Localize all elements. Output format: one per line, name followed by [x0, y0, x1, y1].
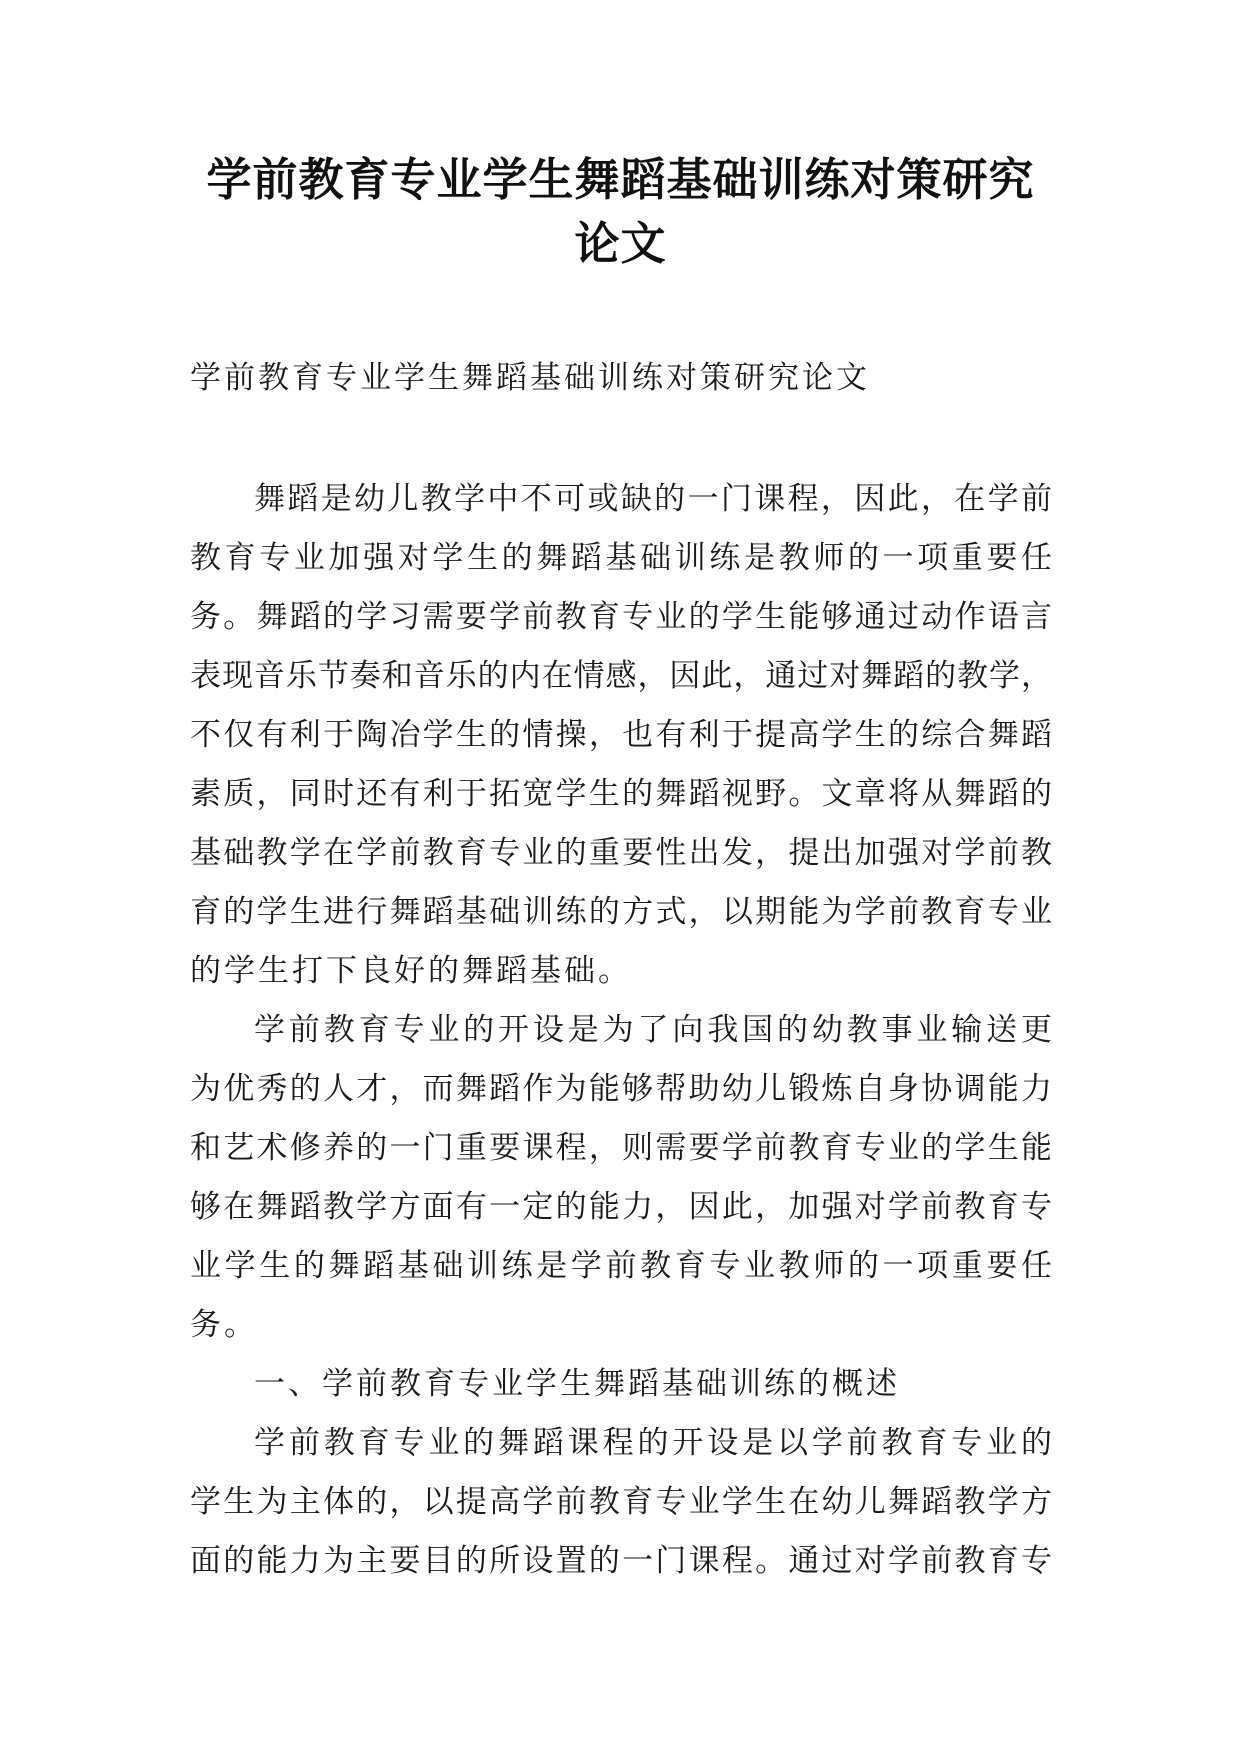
paragraph-line: 基础教学在学前教育专业的重要性出发，提出加强对学前教: [190, 835, 1052, 871]
paragraph-line: 表现音乐节奏和音乐的内在情感，因此，通过对舞蹈的教学，: [190, 658, 1052, 694]
paragraph-line: 和艺术修养的一门重要课程，则需要学前教育专业的学生能: [190, 1130, 1052, 1166]
title-line: 论文: [574, 217, 667, 270]
paragraph-line: 不仅有利于陶冶学生的情操，也有利于提高学生的综合舞蹈: [190, 717, 1052, 753]
paragraph-line: 学生为主体的，以提高学前教育专业学生在幼儿舞蹈教学方: [190, 1484, 1052, 1520]
title-line: 学前教育专业学生舞蹈基础训练对策研究: [206, 153, 1035, 206]
paragraph-line: 学前教育专业的舞蹈课程的开设是以学前教育专业的: [254, 1425, 1052, 1461]
document-title: [190, 148, 1051, 276]
paragraph: [190, 470, 1052, 1001]
paragraph-line: 素质，同时还有利于拓宽学生的舞蹈视野。文章将从舞蹈的: [190, 776, 1052, 812]
paragraph-line: 业学生的舞蹈基础训练是学前教育专业教师的一项重要任: [190, 1248, 1052, 1284]
paragraph-line: 务。舞蹈的学习需要学前教育专业的学生能够通过动作语言: [190, 599, 1052, 635]
section-heading: [190, 1355, 1052, 1414]
paragraph-line: 学前教育专业的开设是为了向我国的幼教事业输送更: [254, 1012, 1052, 1048]
paragraph-line: 教育专业加强对学生的舞蹈基础训练是教师的一项重要任: [190, 540, 1052, 576]
paragraph-line: 舞蹈是幼儿教学中不可或缺的一门课程，因此，在学前: [254, 481, 1052, 517]
document-body: [190, 470, 1052, 1591]
paragraph-line: 的学生打下良好的舞蹈基础。: [190, 953, 632, 989]
paragraph: [190, 1001, 1052, 1355]
paragraph-line: 为优秀的人才，而舞蹈作为能够帮助幼儿锻炼自身协调能力: [190, 1071, 1052, 1107]
document-subtitle: 学前教育专业学生舞蹈基础训练对策研究论文: [190, 360, 870, 396]
paragraph-line: 够在舞蹈教学方面有一定的能力，因此，加强对学前教育专: [190, 1189, 1052, 1225]
paragraph-line: 务。: [190, 1307, 258, 1343]
section-heading-text: 一、学前教育专业学生舞蹈基础训练的概述: [254, 1366, 900, 1402]
paragraph-line: 育的学生进行舞蹈基础训练的方式，以期能为学前教育专业: [190, 894, 1052, 930]
paragraph-line: 面的能力为主要目的所设置的一门课程。通过对学前教育专: [190, 1543, 1052, 1579]
paragraph: [190, 1414, 1052, 1591]
